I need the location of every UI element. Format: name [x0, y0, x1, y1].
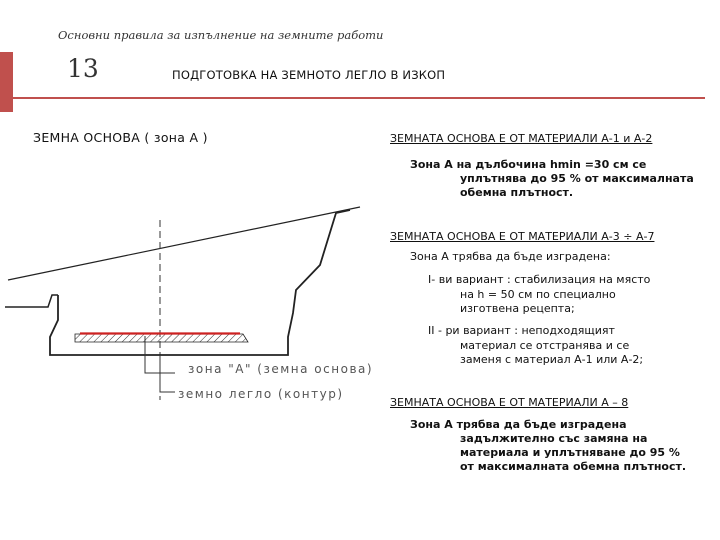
case2-opt2-line2: материал се отстранява и се: [460, 339, 630, 352]
case1-line2: уплътнява до 95 % от максималната: [460, 172, 694, 185]
document-header: Основни правила за изпълнение на земните работи: [58, 28, 384, 42]
case3-line1: Зона А трябва да бъде изградена: [410, 418, 627, 431]
slide-number: 13: [67, 54, 99, 83]
zone-a-hatch: [75, 334, 248, 342]
case3-line3: материала и уплътняване до 95 %: [460, 446, 680, 459]
left-ground-step: [5, 295, 58, 307]
earth-bed-label: земно легло (контур): [178, 387, 344, 401]
slide-title: ПОДГОТОВКА НА ЗЕМНОТО ЛЕГЛО В ИЗКОП: [172, 68, 446, 82]
ground-line: [8, 207, 360, 280]
case2-line1: Зона А трябва да бъде изградена:: [410, 250, 611, 263]
section-subtitle: ЗЕМНА ОСНОВА ( зона А ): [33, 130, 208, 145]
accent-bar: [0, 52, 13, 112]
case2-opt1-line1: I- ви вариант : стабилизация на място: [428, 273, 651, 286]
case3-heading: ЗЕМНАТА ОСНОВА Е ОТ МАТЕРИАЛИ А – 8: [390, 396, 629, 409]
case2-heading: ЗЕМНАТА ОСНОВА Е ОТ МАТЕРИАЛИ А-3 ÷ А-7: [390, 230, 655, 243]
title-divider: [13, 97, 705, 99]
case2-opt2-line3: заменя с материал А-1 или А-2;: [460, 353, 644, 366]
zone-a-label: зона "А" (земна основа): [188, 362, 374, 376]
case2-opt1-line2: на h = 50 см по специално: [460, 288, 616, 301]
case3-line4: от максималната обемна плътност.: [460, 460, 687, 473]
case2-opt1-line3: изготвена рецепта;: [460, 302, 575, 315]
case2-opt2-line1: II - ри вариант : неподходящият: [428, 324, 615, 337]
case1-line3: обемна плътност.: [460, 186, 574, 199]
case1-heading: ЗЕМНАТА ОСНОВА Е ОТ МАТЕРИАЛИ А-1 и А-2: [390, 132, 653, 145]
case1-line1: Зона А на дълбочина hmin =30 см се: [410, 158, 647, 171]
case3-line2: задължително със замяна на: [460, 432, 648, 445]
